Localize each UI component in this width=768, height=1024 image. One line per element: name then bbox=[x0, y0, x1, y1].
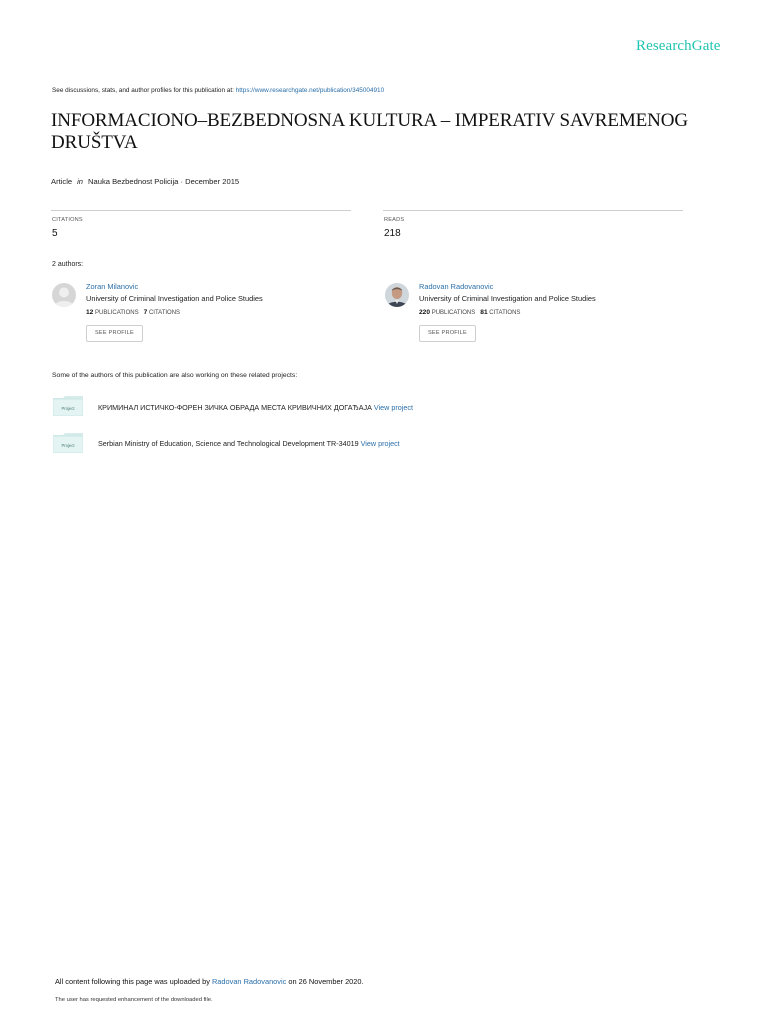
project-folder-icon bbox=[53, 396, 83, 416]
see-profile-button[interactable]: SEE PROFILE bbox=[419, 325, 476, 342]
reads-divider bbox=[383, 210, 683, 211]
view-project-link[interactable]: View project bbox=[360, 439, 400, 448]
publication-title: INFORMACIONO–BEZBEDNOSNA KULTURA – IMPERATIV SAVREMENOG DRUŠTVA bbox=[51, 110, 689, 153]
see-profile-button[interactable]: SEE PROFILE bbox=[86, 325, 143, 342]
citations-count: 81 bbox=[480, 309, 488, 316]
researchgate-logo[interactable]: ResearchGate bbox=[636, 38, 721, 54]
view-project-link[interactable]: View project bbox=[373, 403, 413, 412]
publication-url-link[interactable]: https://www.researchgate.net/publication/345004910 bbox=[235, 87, 385, 94]
reads-value: 218 bbox=[384, 228, 401, 239]
project-icon-label: Project bbox=[61, 406, 75, 411]
publication-meta bbox=[51, 177, 239, 186]
author-stats bbox=[419, 309, 520, 316]
author-name-link[interactable]: Zoran Milanovic bbox=[86, 282, 139, 291]
project-folder-icon bbox=[53, 433, 83, 453]
see-discussions-text: See discussions, stats, and author profiles for this publication at: bbox=[52, 87, 236, 94]
authors-count-label: 2 authors: bbox=[52, 261, 84, 268]
author-photo-icon bbox=[385, 283, 409, 307]
author-affiliation: University of Criminal Investigation and Police Studies bbox=[419, 294, 596, 303]
project-title: КРИМИНАЛ ИСТИЧКО-ФОРЕН ЗИЧКА ОБРАДА МЕСТА КРИВИЧНИХ ДОГАЂАЈА bbox=[98, 403, 372, 412]
author-affiliation: University of Criminal Investigation and Police Studies bbox=[86, 294, 263, 303]
journal-and-date: Nauka Bezbednost Policija · December 2015 bbox=[88, 177, 240, 186]
upload-prefix: All content following this page was uploaded by bbox=[55, 977, 212, 986]
upload-notice bbox=[55, 977, 364, 986]
enhancement-note: The user has requested enhancement of the downloaded file. bbox=[55, 997, 213, 1003]
project-item bbox=[98, 439, 400, 448]
publications-count: 220 bbox=[419, 309, 431, 316]
publications-count: 12 bbox=[86, 309, 94, 316]
citations-label: CITATIONS bbox=[52, 217, 83, 223]
citations-divider bbox=[51, 210, 351, 211]
reads-label: READS bbox=[384, 217, 405, 223]
see-discussions-line bbox=[52, 87, 384, 94]
default-avatar-icon bbox=[52, 283, 76, 307]
project-title: Serbian Ministry of Education, Science and Technological Development TR-34019 bbox=[98, 439, 359, 448]
citations-label: CITATIONS bbox=[489, 310, 521, 316]
author-avatar-placeholder[interactable] bbox=[52, 283, 76, 307]
upload-suffix: on 26 November 2020. bbox=[286, 977, 364, 986]
citations-value: 5 bbox=[52, 228, 58, 239]
project-item bbox=[98, 403, 413, 412]
publications-label: PUBLICATIONS bbox=[95, 310, 139, 316]
citations-label: CITATIONS bbox=[148, 310, 181, 316]
author-avatar-photo[interactable] bbox=[385, 283, 409, 307]
author-name-link[interactable]: Radovan Radovanovic bbox=[419, 282, 494, 291]
publications-label: PUBLICATIONS bbox=[431, 310, 476, 316]
publication-type: Article bbox=[51, 177, 73, 186]
project-icon-label: Project bbox=[61, 443, 75, 448]
related-projects-label: Some of the authors of this publication are also working on these related projects: bbox=[52, 372, 298, 379]
meta-in: in bbox=[77, 177, 84, 186]
citations-count: 7 bbox=[143, 309, 148, 316]
uploader-link[interactable]: Radovan Radovanovic bbox=[211, 977, 287, 986]
author-stats bbox=[86, 309, 180, 316]
